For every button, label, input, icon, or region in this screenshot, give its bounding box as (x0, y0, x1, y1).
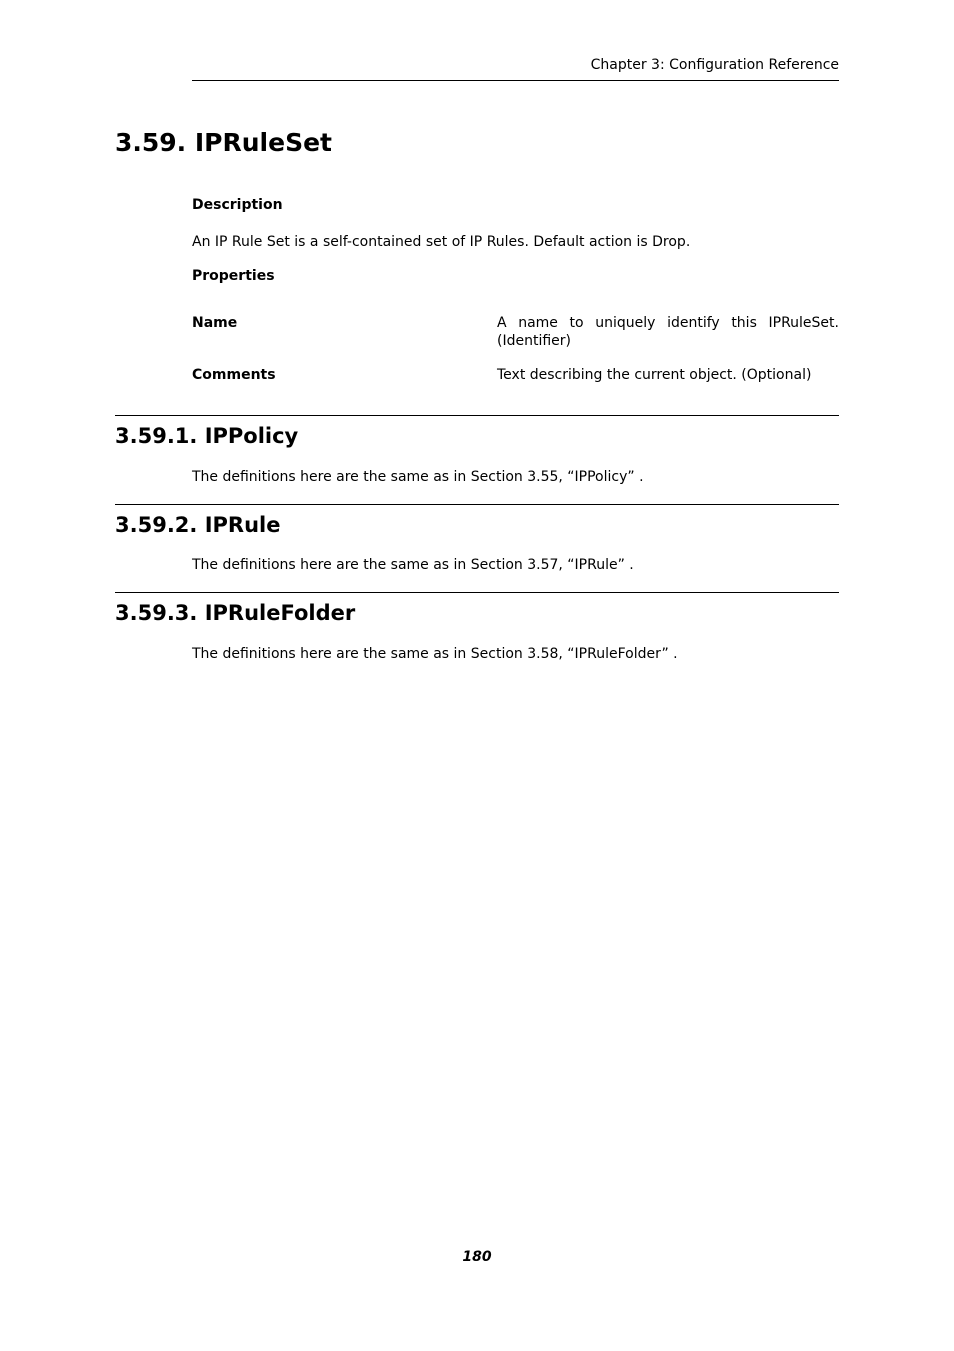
subsection-title: 3.59.3. IPRuleFolder (115, 601, 356, 625)
subsection-title: 3.59.2. IPRule (115, 513, 281, 537)
properties-heading: Properties (192, 268, 275, 284)
section-title: 3.59. IPRuleSet (115, 128, 332, 157)
section-divider (115, 504, 839, 505)
section-divider (115, 415, 839, 416)
header-rule (192, 80, 839, 81)
subsection-text: The definitions here are the same as in Section 3.57, “IPRule” . (192, 557, 634, 573)
property-description: Text describing the current object. (Optional) (497, 367, 812, 383)
property-description: A name to uniquely identify this IPRuleSet. (Identifier) (497, 315, 839, 349)
section-divider (115, 592, 839, 593)
property-name: Name (192, 315, 238, 331)
running-header: Chapter 3: Configuration Reference (590, 57, 839, 73)
subsection-text: The definitions here are the same as in Section 3.58, “IPRuleFolder” . (192, 646, 678, 662)
description-text: An IP Rule Set is a self-contained set of IP Rules. Default action is Drop. (192, 234, 691, 250)
property-name: Comments (192, 367, 276, 383)
description-heading: Description (192, 197, 283, 213)
page-number: 180 (462, 1249, 492, 1265)
subsection-text: The definitions here are the same as in Section 3.55, “IPPolicy” . (192, 469, 644, 485)
subsection-title: 3.59.1. IPPolicy (115, 424, 299, 448)
